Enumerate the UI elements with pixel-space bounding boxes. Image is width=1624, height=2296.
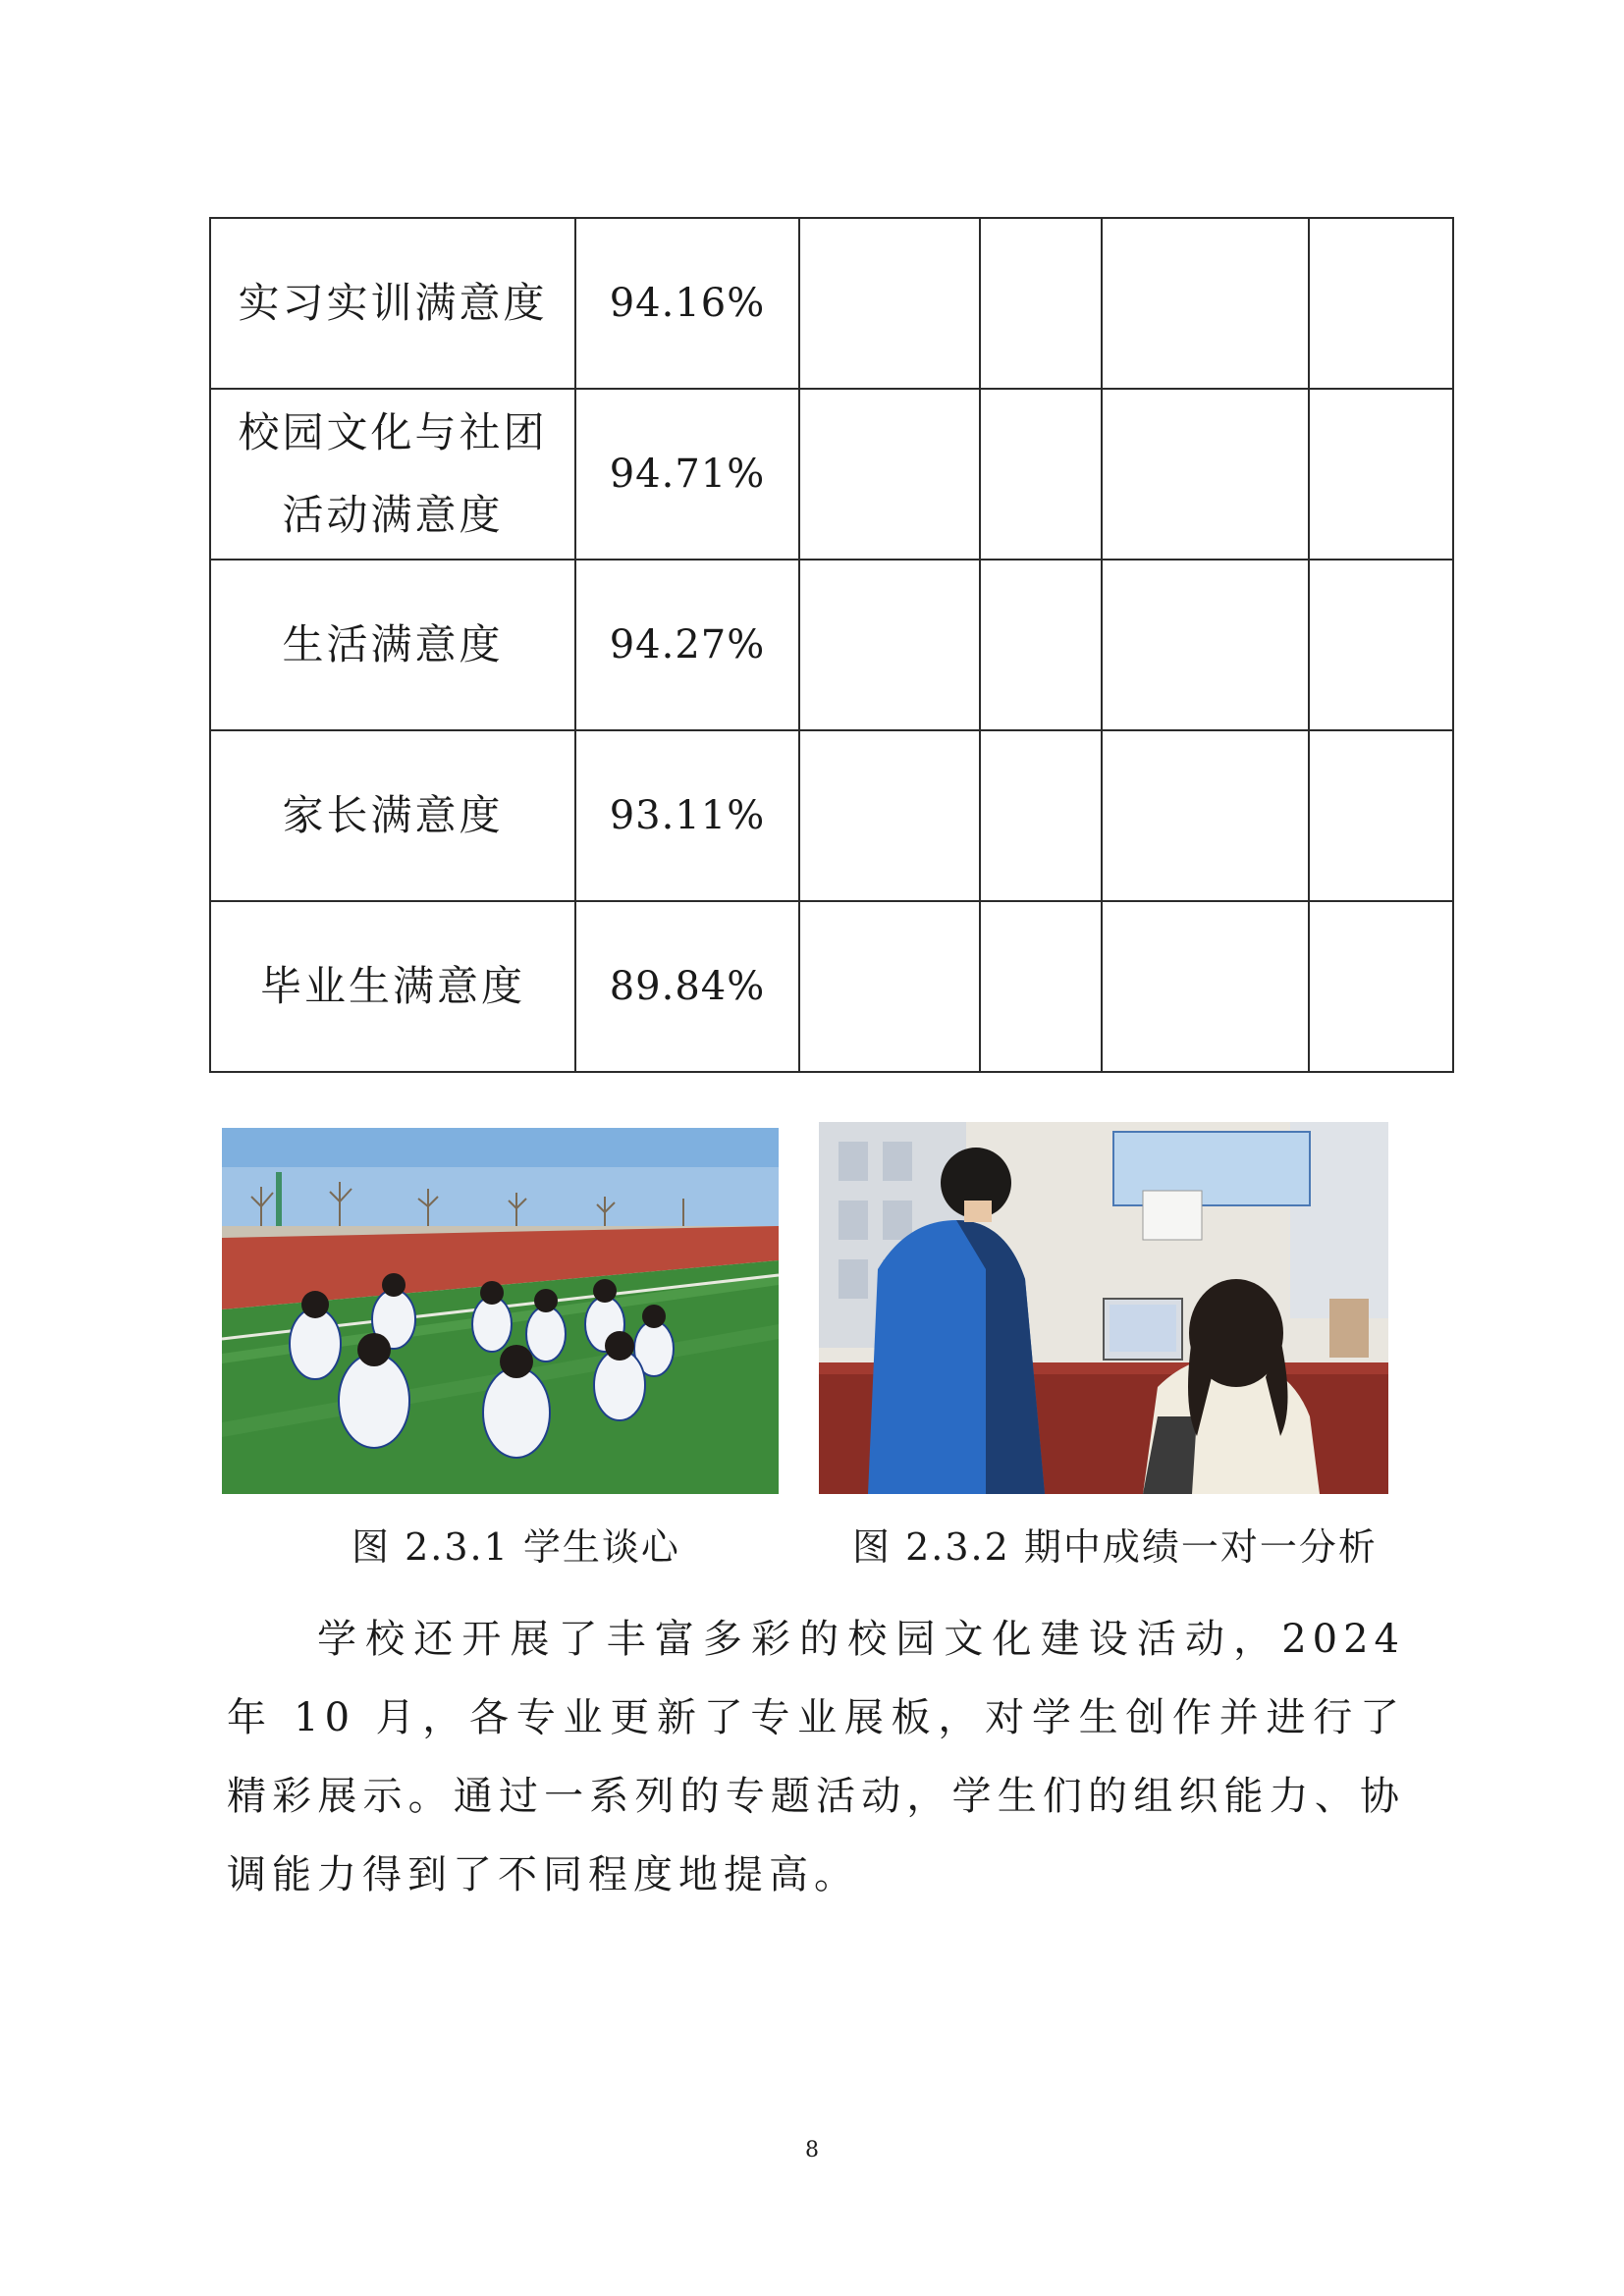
empty-cell	[799, 218, 980, 389]
table-row	[210, 218, 1453, 389]
empty-cell	[1102, 389, 1309, 560]
empty-cell	[980, 218, 1102, 389]
empty-cell	[1102, 218, 1309, 389]
row-value: 94.27%	[575, 560, 799, 730]
empty-cell	[1309, 218, 1453, 389]
row-label: 毕业生满意度	[210, 901, 575, 1072]
satisfaction-table	[209, 217, 1454, 1073]
row-value: 89.84%	[575, 901, 799, 1072]
row-label: 校园文化与社团活动满意度	[210, 389, 575, 560]
student-talk-photo	[222, 1128, 779, 1494]
empty-cell	[799, 560, 980, 730]
figure-caption: 图 2.3.1 学生谈心	[352, 1525, 680, 1569]
table-row	[210, 901, 1453, 1072]
grade-analysis-photo	[819, 1122, 1388, 1494]
table-row	[210, 560, 1453, 730]
empty-cell	[980, 560, 1102, 730]
row-label: 生活满意度	[210, 560, 575, 730]
empty-cell	[1309, 560, 1453, 730]
row-label: 家长满意度	[210, 730, 575, 901]
empty-cell	[1309, 389, 1453, 560]
empty-cell	[1102, 901, 1309, 1072]
empty-cell	[980, 901, 1102, 1072]
empty-cell	[980, 389, 1102, 560]
page-number: 8	[805, 2138, 819, 2163]
empty-cell	[799, 389, 980, 560]
table-row	[210, 389, 1453, 560]
empty-cell	[799, 730, 980, 901]
empty-cell	[799, 901, 980, 1072]
empty-cell	[980, 730, 1102, 901]
figure-caption: 图 2.3.2 期中成绩一对一分析	[852, 1525, 1378, 1569]
empty-cell	[1102, 560, 1309, 730]
empty-cell	[1309, 730, 1453, 901]
row-value: 94.71%	[575, 389, 799, 560]
row-value: 93.11%	[575, 730, 799, 901]
row-value: 94.16%	[575, 218, 799, 389]
table-row	[210, 730, 1453, 901]
empty-cell	[1102, 730, 1309, 901]
empty-cell	[1309, 901, 1453, 1072]
row-label: 实习实训满意度	[210, 218, 575, 389]
body-paragraph: 学校还开展了丰富多彩的校园文化建设活动，2024 年 10 月，各专业更新了专业展板，对学生创作并进行了精彩展示。通过一系列的专题活动，学生们的组织能力、协调能力得到了不同程度地提高。	[227, 1617, 1405, 1897]
